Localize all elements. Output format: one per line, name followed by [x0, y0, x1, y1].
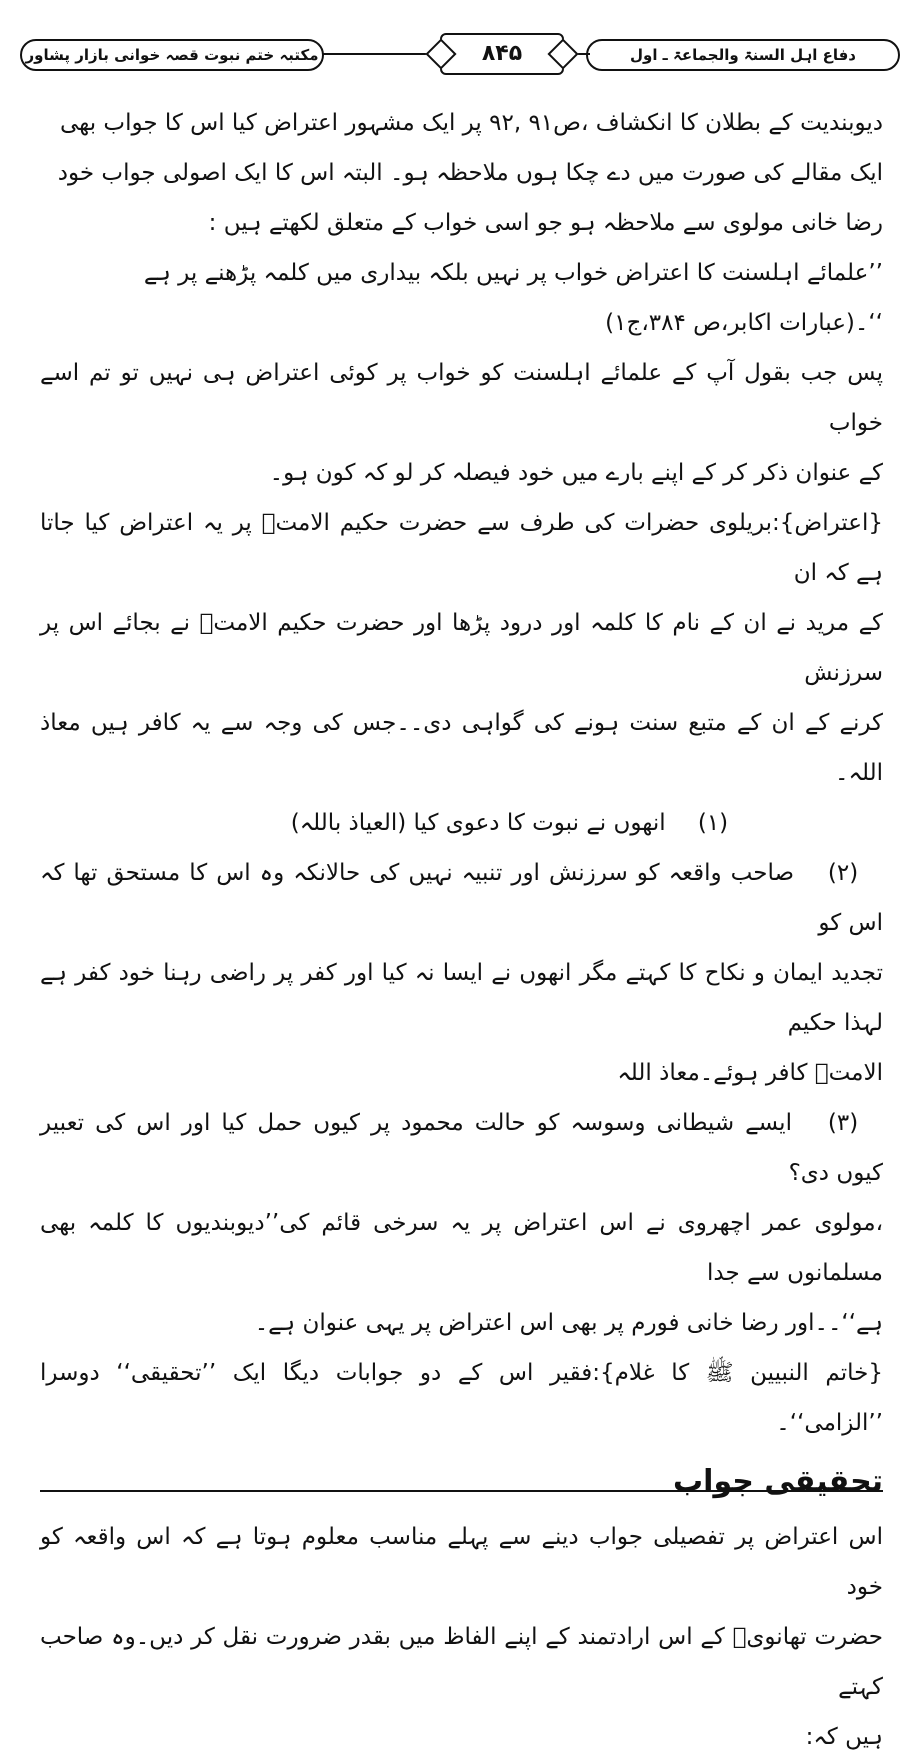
list-item — [40, 798, 883, 848]
text-line: پس جب بقول آپ کے علمائے اہلسنت کو خواب پر کوئی اعتراض ہی نہیں تو تم اسے خواب — [40, 360, 883, 436]
footer-rule — [40, 1490, 883, 1492]
answer-intro-line: {خاتم النبیین ﷺ کا غلام}:فقیر اس کے دو جوابات دیگا ایک ’’تحقیقی‘‘ دوسرا ’’الزامی‘‘۔ — [40, 1360, 883, 1436]
quote-line: ’’علمائے اہلسنت کا اعتراض خواب پر نہیں بلکہ بیداری میں کلمہ پڑھنے پر ہے — [143, 260, 883, 286]
objection-line: کے مرید نے ان کے نام کا کلمہ اور درود پڑھا اور حضرت حکیم الامتؒ نے بجائے اس پر سرزنش — [40, 610, 883, 686]
list-text: صاحب واقعہ کو سرزنش اور تنبیہ نہیں کی حالانکہ وہ اس کا مستحق تھا کہ اس کو — [40, 860, 883, 936]
quote-line: ‘‘۔(عبارات اکابر،ص ۳۸۴،ج۱) — [605, 310, 883, 336]
page-number: ۸۴۵ — [440, 33, 564, 75]
text-line: ہیں کہ: — [805, 1724, 883, 1750]
text-line: تجدید ایمان و نکاح کا کہتے مگر انھوں نے ایسا نہ کیا اور کفر پر راضی رہنا خود کفر ہے لہذا حکیم — [40, 960, 883, 1036]
objection-line: {اعتراض}:بریلوی حضرات کی طرف سے حضرت حکیم الامتؒ پر یہ اعتراض کیا جاتا ہے کہ ان — [40, 510, 883, 586]
list-number: (۱) — [697, 810, 729, 836]
text-line: دیوبندیت کے بطلان کا انکشاف ،ص۹۱ ,۹۲ پر ایک مشہور اعتراض کیا اس کا جواب بھی — [59, 110, 883, 136]
section-heading: تحقیقی جواب — [673, 1464, 883, 1499]
list-text: ایسے شیطانی وسوسہ کو حالت محمود پر کیوں حمل کیا اور اس کی تعبیر کیوں دی؟ — [40, 1110, 883, 1186]
list-item — [40, 848, 883, 948]
text-line: رضا خانی مولوی سے ملاحظہ ہو جو اسی خواب کے متعلق لکھتے ہیں : — [208, 210, 883, 236]
text-line: اس اعتراض پر تفصیلی جواب دینے سے پہلے مناسب معلوم ہوتا ہے کہ اس واقعہ کو خود — [40, 1524, 883, 1600]
list-text: انھوں نے نبوت کا دعوی کیا (العیاذ باللہ) — [290, 810, 666, 836]
objection-line: کرنے کے ان کے متبع سنت ہونے کی گواہی دی۔۔جس کی وجہ سے یہ کافر ہیں معاذ اللہ۔ — [40, 710, 883, 786]
text-line: ،مولوی عمر اچھروی نے اس اعتراض پر یہ سرخی قائم کی’’دیوبندیوں کا کلمہ بھی مسلمانوں سے جدا — [40, 1210, 883, 1286]
header-divider — [322, 53, 440, 55]
page-body — [40, 98, 883, 1762]
text-line: ایک مقالے کی صورت میں دے چکا ہوں ملاحظہ ہو۔ البتہ اس کا ایک اصولی جواب خود — [57, 160, 883, 186]
list-number: (۳) — [827, 1110, 859, 1136]
publisher-name: مکتبہ ختم نبوت قصہ خوانی بازار پشاور — [20, 39, 324, 71]
text-line: حضرت تھانویؒ کے اس ارادتمند کے اپنے الفاظ میں بقدر ضرورت نقل کر دیں۔وہ صاحب کہتے — [40, 1624, 883, 1700]
text-line: ہے‘‘۔۔اور رضا خانی فورم پر بھی اس اعتراض پر یہی عنوان ہے۔ — [254, 1310, 883, 1336]
list-number: (۲) — [827, 860, 859, 886]
text-line: کے عنوان ذکر کر کے اپنے بارے میں خود فیصلہ کر لو کہ کون ہو۔ — [269, 460, 883, 486]
book-title: دفاع اہل السنۃ والجماعۃ ـ اول — [586, 39, 900, 71]
text-line: الامتؒ کافر ہوئے۔معاذ اللہ — [617, 1060, 883, 1086]
list-item — [40, 1098, 883, 1198]
page-header — [20, 33, 900, 81]
